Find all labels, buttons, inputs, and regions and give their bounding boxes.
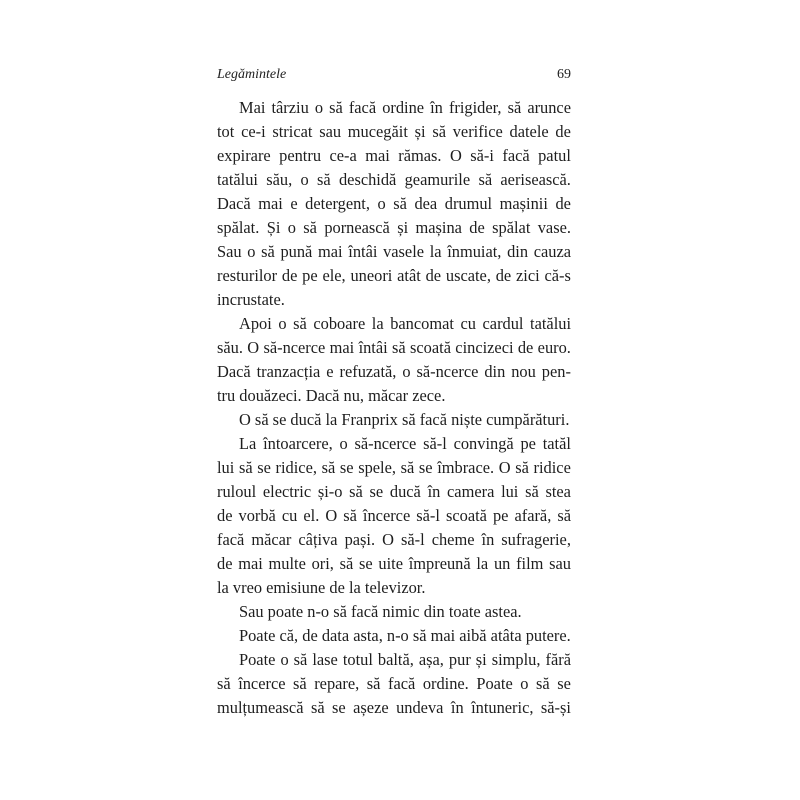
- word: împreună: [408, 554, 471, 573]
- word: la: [429, 242, 442, 261]
- word: că-s: [544, 266, 571, 285]
- word: o: [247, 242, 256, 261]
- text-line: la vreo emisiune de la televizor.: [217, 578, 426, 597]
- word: mașinii: [499, 194, 548, 213]
- word: să: [400, 458, 415, 477]
- word: euro.: [537, 338, 571, 357]
- word: simplu,: [491, 650, 541, 669]
- text-line: [217, 504, 571, 528]
- word: să: [366, 674, 381, 693]
- word: întuneric,: [471, 698, 534, 717]
- word: multe: [268, 554, 306, 573]
- word: O: [382, 530, 394, 549]
- word: totul: [342, 650, 373, 669]
- word: deschidă: [338, 170, 397, 189]
- text-line: [239, 312, 571, 336]
- text-line: incrustate.: [217, 290, 285, 309]
- word: cu: [460, 314, 476, 333]
- word: electric: [262, 482, 312, 501]
- word: așa,: [418, 650, 444, 669]
- word: se: [557, 674, 571, 693]
- text-line: [217, 480, 571, 504]
- text-line: [217, 144, 571, 168]
- word: încerce: [362, 506, 411, 525]
- word: vase.: [537, 218, 571, 237]
- text-line: [239, 648, 571, 672]
- word: sau: [319, 122, 342, 141]
- word: ce-i: [241, 122, 266, 141]
- word: tatălui: [530, 314, 571, 333]
- text-line: [239, 96, 571, 120]
- text-line: [217, 360, 571, 384]
- word: o: [520, 674, 529, 693]
- word: să: [343, 506, 357, 525]
- word: o: [377, 194, 386, 213]
- word: pentru: [279, 146, 322, 165]
- page-number: 69: [557, 67, 571, 82]
- word: o: [287, 218, 296, 237]
- word: de: [555, 194, 571, 213]
- word: stea: [545, 482, 571, 501]
- word: repare,: [314, 674, 360, 693]
- word: să: [329, 98, 343, 117]
- word: ce-a: [329, 146, 357, 165]
- word: mai: [318, 242, 343, 261]
- word: resturilor: [217, 266, 278, 285]
- word: încerce: [238, 674, 286, 693]
- word: cardul: [482, 314, 524, 333]
- word: în: [430, 98, 443, 117]
- word: bancomat: [390, 314, 454, 333]
- word: se: [332, 698, 346, 717]
- text-line: [217, 528, 571, 552]
- running-header: [217, 66, 571, 84]
- word: întoarcere,: [263, 434, 333, 453]
- word: lase: [312, 650, 338, 669]
- word: mai: [329, 338, 355, 357]
- word: și: [475, 650, 487, 669]
- word: o: [314, 98, 324, 117]
- word: să: [536, 674, 550, 693]
- word: expirare: [217, 146, 271, 165]
- word: mai: [238, 554, 263, 573]
- word: patul: [538, 146, 571, 165]
- word: cincizeci: [455, 338, 514, 357]
- word: undeva: [396, 698, 444, 717]
- word: se: [369, 482, 384, 501]
- word: o: [402, 362, 411, 381]
- word: Dacă: [217, 194, 251, 213]
- word: Poate: [476, 674, 513, 693]
- word: și: [397, 218, 409, 237]
- text-line: [239, 432, 571, 456]
- word: să: [261, 242, 275, 261]
- word: pornească: [324, 218, 390, 237]
- word: baltă,: [377, 650, 414, 669]
- word: ruloul: [217, 482, 257, 501]
- text-line: [217, 336, 571, 360]
- word: de: [495, 266, 512, 285]
- text-line: [217, 240, 571, 264]
- word: uite: [378, 554, 403, 573]
- word: de: [425, 266, 442, 285]
- word: o: [280, 650, 289, 669]
- word: nou: [511, 362, 536, 381]
- word: ridice: [533, 458, 571, 477]
- word: ele,: [322, 266, 346, 285]
- word: tot: [217, 122, 235, 141]
- word: să: [557, 506, 571, 525]
- word: uscate,: [445, 266, 491, 285]
- word: Dacă: [217, 362, 251, 381]
- word: pe: [302, 266, 318, 285]
- word: întâi: [348, 242, 378, 261]
- word: rămas.: [398, 146, 442, 165]
- word: ridice,: [275, 458, 317, 477]
- word: o: [339, 434, 348, 453]
- word: se: [257, 458, 271, 477]
- word: să-ncerce: [354, 434, 417, 453]
- word: lui: [217, 458, 235, 477]
- word: măcar: [251, 530, 292, 549]
- word: datele: [509, 122, 549, 141]
- word: său.: [217, 338, 243, 357]
- word: vasele: [383, 242, 425, 261]
- word: să-i: [470, 146, 494, 165]
- text-line: [217, 696, 571, 720]
- text-line: Sau poate n-o să facă nimic din toate astea.: [239, 602, 522, 621]
- word: o: [300, 170, 309, 189]
- word: ordine: [382, 98, 425, 117]
- word: verifice: [452, 122, 503, 141]
- word: să-l: [401, 530, 425, 549]
- word: Apoi: [239, 314, 272, 333]
- word: zici: [516, 266, 540, 285]
- word: să-l: [423, 434, 447, 453]
- word: ordine.: [422, 674, 469, 693]
- word: arunce: [527, 98, 571, 117]
- text-line: [217, 120, 571, 144]
- text-line: Poate că, de data asta, n-o să mai aibă atâta putere.: [239, 626, 571, 645]
- word: mai: [258, 194, 283, 213]
- word: să: [321, 458, 336, 477]
- word: Și: [266, 218, 281, 237]
- word: întâi: [358, 338, 388, 357]
- word: să: [303, 218, 317, 237]
- word: de: [217, 506, 233, 525]
- word: scoată: [410, 338, 451, 357]
- word: detergent,: [305, 194, 370, 213]
- word: să: [393, 194, 407, 213]
- word: pe: [520, 434, 536, 453]
- word: să-și: [540, 698, 571, 717]
- word: Sau: [217, 242, 242, 261]
- word: să: [310, 698, 325, 717]
- word: să: [525, 482, 539, 501]
- word: în: [450, 698, 464, 717]
- text-line: [217, 192, 571, 216]
- word: cauza: [533, 242, 571, 261]
- word: așeze: [353, 698, 389, 717]
- word: e: [290, 194, 298, 213]
- word: în: [481, 530, 495, 549]
- word: tatăl: [542, 434, 571, 453]
- word: vorbă: [238, 506, 276, 525]
- word: cu: [281, 506, 298, 525]
- word: înmuiat,: [447, 242, 502, 261]
- word: stricat: [272, 122, 313, 141]
- text-line: [217, 168, 571, 192]
- word: facă: [502, 146, 530, 165]
- word: să: [432, 122, 446, 141]
- word: să-ncerce: [416, 362, 479, 381]
- word: film: [516, 554, 544, 573]
- word: târziu: [271, 98, 309, 117]
- text-line: [217, 552, 571, 576]
- word: să-l: [416, 506, 440, 525]
- word: dea: [414, 194, 438, 213]
- word: să: [293, 674, 307, 693]
- word: să: [238, 458, 253, 477]
- word: să: [478, 170, 493, 189]
- word: sufragerie,: [501, 530, 571, 549]
- text-line: [217, 264, 571, 288]
- word: mulțumească: [217, 698, 304, 717]
- text-line: O să se ducă la Franprix să facă niște cumpărături.: [239, 410, 570, 429]
- word: să: [317, 170, 331, 189]
- word: îmbrace.: [437, 458, 495, 477]
- word: facă: [217, 530, 245, 549]
- word: să: [293, 314, 307, 333]
- word: sau: [549, 554, 571, 573]
- word: atât: [397, 266, 421, 285]
- word: Poate: [239, 650, 276, 669]
- word: se: [359, 554, 373, 573]
- word: mucegăit: [347, 122, 408, 141]
- word: O: [498, 458, 511, 477]
- word: cheme: [431, 530, 475, 549]
- word: se: [418, 458, 433, 477]
- word: să-ncerce: [263, 338, 326, 357]
- text-line: [217, 216, 571, 240]
- word: el.: [303, 506, 320, 525]
- word: o: [278, 314, 287, 333]
- text-line: [217, 456, 571, 480]
- word: spălat: [492, 218, 531, 237]
- word: să: [349, 482, 363, 501]
- word: refuzată,: [339, 362, 397, 381]
- word: drumul: [444, 194, 493, 213]
- word: fără: [545, 650, 571, 669]
- word: în: [427, 482, 441, 501]
- word: mașina: [415, 218, 462, 237]
- word: La: [239, 434, 257, 453]
- word: e: [326, 362, 334, 381]
- word: afară,: [514, 506, 552, 525]
- word: pur: [448, 650, 471, 669]
- word: din: [484, 362, 506, 381]
- word: spălat.: [217, 218, 260, 237]
- word: mai: [365, 146, 390, 165]
- word: și: [414, 122, 426, 141]
- word: de: [517, 338, 534, 357]
- word: facă: [348, 98, 377, 117]
- word: de: [469, 218, 485, 237]
- word: câțiva: [298, 530, 338, 549]
- word: aerisească.: [500, 170, 571, 189]
- word: pași.: [344, 530, 376, 549]
- word: frigider,: [448, 98, 502, 117]
- word: de: [217, 554, 233, 573]
- word: să: [339, 554, 354, 573]
- word: să: [507, 98, 522, 117]
- word: O: [247, 338, 260, 357]
- word: O: [449, 146, 462, 165]
- word: O: [325, 506, 338, 525]
- word: de: [281, 266, 298, 285]
- word: pună: [280, 242, 313, 261]
- word: ori,: [311, 554, 334, 573]
- word: un: [493, 554, 511, 573]
- word: să: [217, 674, 231, 693]
- word: camera: [447, 482, 495, 501]
- word: din: [507, 242, 529, 261]
- word: convingă: [453, 434, 514, 453]
- word: său,: [266, 170, 293, 189]
- text-line: tru douăzeci. Dacă nu, măcar zece.: [217, 386, 446, 405]
- text-line: [217, 672, 571, 696]
- word: tatălui: [217, 170, 258, 189]
- word: tranzacția: [256, 362, 321, 381]
- word: Mai: [239, 98, 266, 117]
- word: să: [293, 650, 308, 669]
- word: scoată: [445, 506, 487, 525]
- word: și-o: [317, 482, 343, 501]
- word: la: [476, 554, 489, 573]
- word: uneori: [350, 266, 393, 285]
- word: pe: [492, 506, 509, 525]
- word: geamurile: [404, 170, 471, 189]
- running-header-title: Legămintele: [217, 67, 287, 82]
- word: pen-: [541, 362, 571, 381]
- word: spele,: [358, 458, 396, 477]
- word: facă: [387, 674, 416, 693]
- word: lui: [501, 482, 519, 501]
- word: la: [371, 314, 384, 333]
- word: coboare: [313, 314, 366, 333]
- word: de: [555, 122, 571, 141]
- word: ducă: [389, 482, 421, 501]
- word: să: [515, 458, 529, 477]
- word: să: [392, 338, 406, 357]
- word: se: [339, 458, 354, 477]
